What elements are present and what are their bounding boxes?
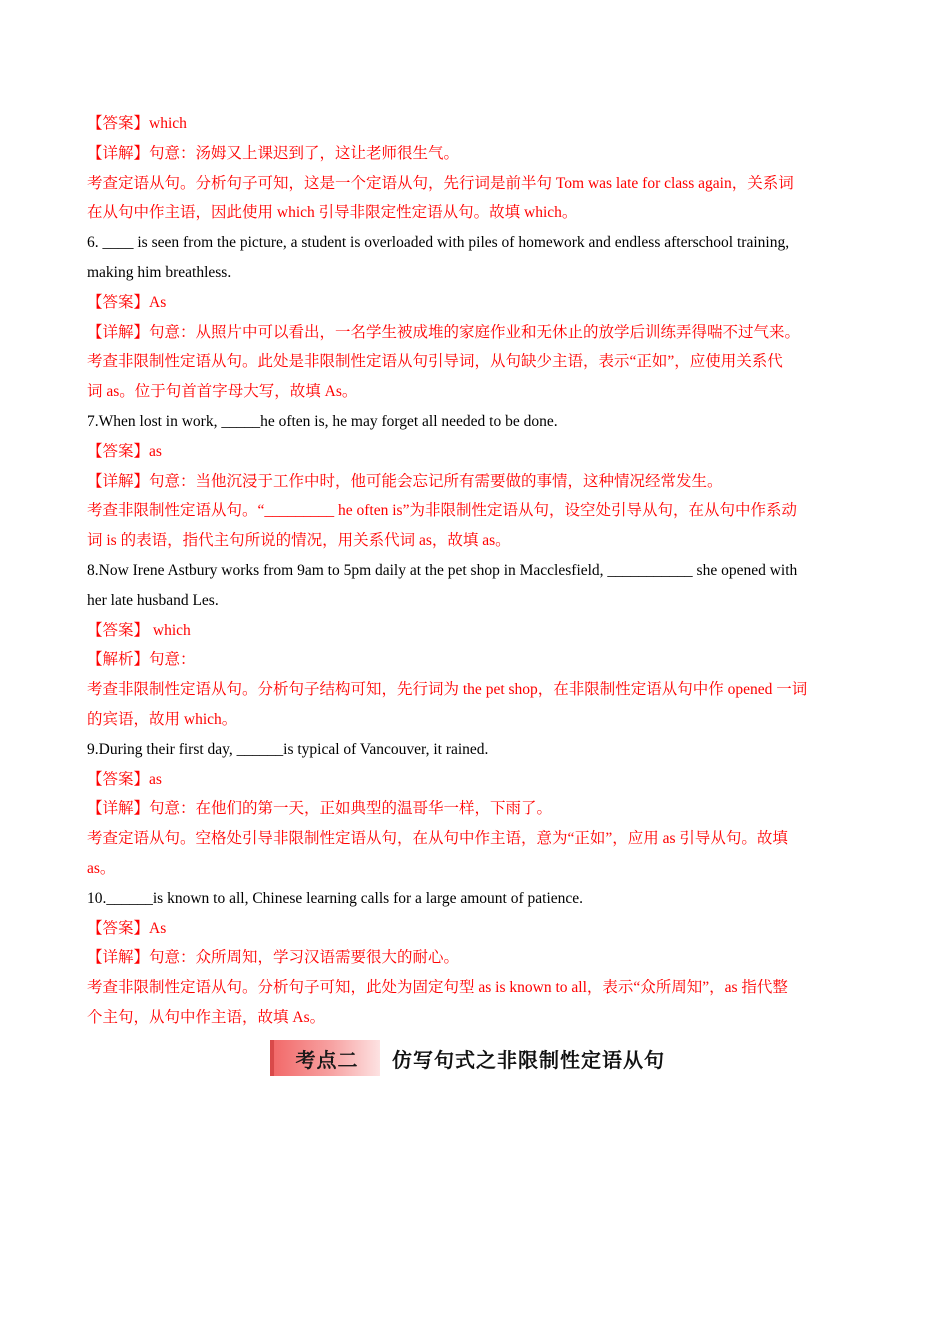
analysis-line: 考查非限制性定语从句。此处是非限制性定语从句引导词，从句缺少主语，表示“正如”，应使用关系代 bbox=[87, 353, 783, 371]
detail-line: 【详解】句意：众所周知，学习汉语需要很大的耐心。 bbox=[87, 949, 460, 967]
question-text: 6. ____ is seen from the picture, a student is overloaded with piles of homework and endless afterschool training, bbox=[87, 234, 790, 252]
answer-line: 【答案】As bbox=[87, 919, 167, 937]
analysis-line: 考查非限制性定语从句。分析句子可知，此处为固定句型 as is known to all，表示“众所周知”，as 指代整 bbox=[87, 979, 788, 997]
answer-line: 【答案】as bbox=[87, 770, 162, 788]
question-item-9 bbox=[87, 735, 864, 884]
question-text: her late husband Les. bbox=[87, 591, 219, 609]
analysis-line: 考查定语从句。空格处引导非限制性定语从句，在从句中作主语，意为“正如”，应用 as 引导从句。故填 bbox=[87, 830, 788, 848]
question-text: 10.______is known to all, Chinese learning calls for a large amount of patience. bbox=[87, 889, 584, 907]
analysis-line: 考查非限制性定语从句。“_________ he often is”为非限制性定语从句，设空处引导从句，在从句中作系动 bbox=[87, 502, 797, 520]
detail-line: 【详解】句意：在他们的第一天，正如典型的温哥华一样，下雨了。 bbox=[87, 800, 553, 818]
section-tag: 考点二 bbox=[270, 1040, 380, 1076]
question-text: making him breathless. bbox=[87, 263, 232, 281]
section-banner bbox=[270, 1039, 665, 1077]
analysis-line: 考查非限制性定语从句。分析句子结构可知，先行词为 the pet shop，在非限制性定语从句中作 opened 一词 bbox=[87, 681, 808, 699]
analysis-line: 在从句中作主语，因此使用 which 引导非限定性定语从句。故填 which。 bbox=[87, 204, 578, 222]
detail-line: 【解析】句意： bbox=[87, 651, 196, 669]
question-text: 9.During their first day, ______is typical of Vancouver, it rained. bbox=[87, 740, 489, 758]
analysis-line: 词 as。位于句首首字母大写，故填 As。 bbox=[87, 383, 358, 401]
question-item-10 bbox=[87, 884, 864, 1033]
analysis-line: 考查定语从句。分析句子可知，这是一个定语从句，先行词是前半句 Tom was late for class again，关系词 bbox=[87, 174, 794, 192]
answer-line: 【答案】 which bbox=[87, 621, 191, 639]
analysis-line: 的宾语，故用 which。 bbox=[87, 710, 238, 728]
document-page bbox=[87, 109, 864, 1033]
analysis-line: as。 bbox=[87, 859, 116, 877]
answer-line: 【答案】which bbox=[87, 115, 187, 132]
section-title: 仿写句式之非限制性定语从句 bbox=[392, 1047, 665, 1072]
detail-line: 【详解】句意：汤姆又上课迟到了，这让老师很生气。 bbox=[87, 144, 460, 162]
question-item-8 bbox=[87, 556, 864, 735]
detail-line: 【详解】句意：当他沉浸于工作中时，他可能会忘记所有需要做的事情，这种情况经常发生。 bbox=[87, 472, 723, 490]
analysis-line: 词 is 的表语，指代主句所说的情况，用关系代词 as，故填 as。 bbox=[87, 532, 511, 550]
question-item-7 bbox=[87, 407, 864, 556]
answer-line: 【答案】As bbox=[87, 293, 167, 311]
question-text: 8.Now Irene Astbury works from 9am to 5pm daily at the pet shop in Macclesfield, ___________ she opened with bbox=[87, 561, 798, 579]
answer-line: 【答案】as bbox=[87, 442, 162, 460]
question-item-6 bbox=[87, 228, 864, 407]
detail-line: 【详解】句意：从照片中可以看出，一名学生被成堆的家庭作业和无休止的放学后训练弄得喘不过气来。 bbox=[87, 323, 801, 341]
analysis-line: 个主句，从句中作主语，故填 As。 bbox=[87, 1008, 326, 1026]
question-text: 7.When lost in work, _____he often is, he may forget all needed to be done. bbox=[87, 412, 558, 430]
